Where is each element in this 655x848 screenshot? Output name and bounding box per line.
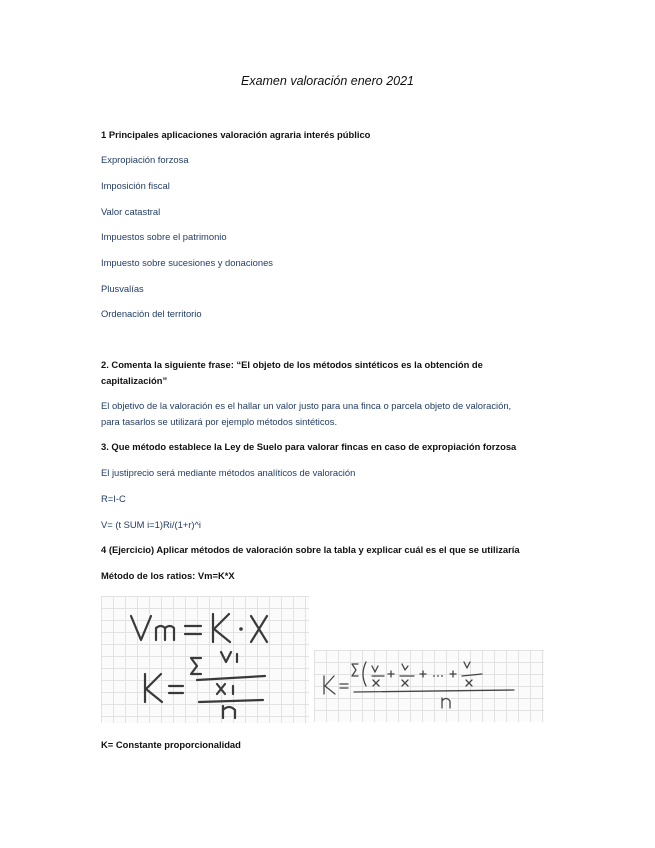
question-2-line-1: 2. Comenta la siguiente frase: “El objeto de los métodos sintéticos es la obtención de (101, 359, 483, 370)
answer-3-item: R=I-C (101, 493, 126, 504)
method-ratios-label: Método de los ratios: Vm=K*X (101, 570, 235, 581)
question-2-line-2: capitalización” (101, 375, 168, 386)
answer-1-item: Valor catastral (101, 206, 161, 217)
answer-3-item: V= (t SUM i=1)Ri/(1+r)^i (101, 519, 201, 530)
answer-1-item: Expropiación forzosa (101, 154, 189, 165)
handwritten-formula-image (314, 650, 544, 722)
handwritten-formula-image (101, 596, 309, 723)
answer-1-item: Plusvalías (101, 283, 144, 294)
question-4: 4 (Ejercicio) Aplicar métodos de valoración sobre la tabla y explicar cuál es el que se utilizaría (101, 544, 520, 555)
answer-1-item: Impuesto sobre sucesiones y donaciones (101, 257, 273, 268)
answer-2-line-2: para tasarlos se utilizará por ejemplo métodos sintéticos. (101, 416, 338, 427)
constant-definition: K= Constante proporcionalidad (101, 739, 241, 750)
answer-1-item: Impuestos sobre el patrimonio (101, 231, 227, 242)
question-3: 3. Que método establece la Ley de Suelo para valorar fincas en caso de expropiación forzosa (101, 441, 517, 452)
answer-1-item: Ordenación del territorio (101, 308, 202, 319)
answer-2-line-1: El objetivo de la valoración es el hallar un valor justo para una finca o parcela objeto de valoración, (101, 400, 512, 411)
answer-3-item: El justiprecio será mediante métodos analíticos de valoración (101, 467, 356, 478)
document-title: Examen valoración enero 2021 (240, 74, 415, 88)
question-1: 1 Principales aplicaciones valoración agraria interés público (101, 129, 371, 140)
answer-1-item: Imposición fiscal (101, 180, 170, 191)
